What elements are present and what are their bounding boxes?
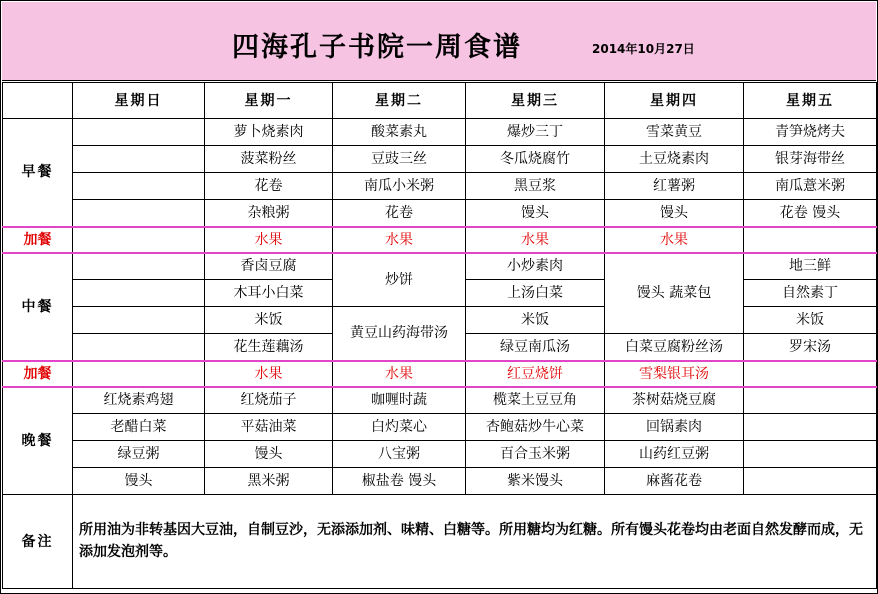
menu-cell: 菠菜粉丝	[205, 146, 333, 173]
menu-cell: 咖喱时蔬	[333, 387, 466, 414]
snack-cell: 雪梨银耳汤	[605, 361, 744, 387]
menu-cell: 自然素丁	[744, 280, 877, 307]
menu-cell: 南瓜小米粥	[333, 173, 466, 200]
menu-date: 2014年10月27日	[592, 42, 695, 56]
snack-cell: 水果	[333, 227, 466, 253]
menu-cell: 小炒素肉	[466, 253, 605, 280]
menu-cell	[744, 387, 877, 414]
menu-cell: 回锅素肉	[605, 414, 744, 441]
menu-cell: 杂粮粥	[205, 200, 333, 227]
menu-cell: 炒饼	[333, 253, 466, 307]
menu-cell: 白菜豆腐粉丝汤	[605, 334, 744, 361]
snack-cell: 水果	[205, 361, 333, 387]
page-title: 四海孔子书院一周食谱	[232, 32, 522, 63]
menu-cell: 土豆烧素肉	[605, 146, 744, 173]
lunch-label: 中餐	[3, 253, 73, 361]
menu-cell: 花卷	[333, 200, 466, 227]
menu-cell: 冬瓜烧腐竹	[466, 146, 605, 173]
menu-cell: 米饭	[205, 307, 333, 334]
menu-cell: 茶树菇烧豆腐	[605, 387, 744, 414]
menu-cell: 馒头 蔬菜包	[605, 253, 744, 334]
menu-cell: 黄豆山药海带汤	[333, 307, 466, 361]
snack-row-morning	[3, 227, 877, 253]
lunch-row	[3, 307, 877, 334]
notes-label: 备注	[3, 495, 73, 589]
menu-cell	[73, 334, 205, 361]
menu-cell	[73, 200, 205, 227]
dinner-label: 晚餐	[3, 387, 73, 495]
menu-cell: 豆豉三丝	[333, 146, 466, 173]
menu-cell: 花卷 馒头	[744, 200, 877, 227]
dinner-row	[3, 387, 877, 414]
day-tuesday: 星期二	[333, 83, 466, 119]
menu-cell: 青笋烧烤夫	[744, 119, 877, 146]
snack-cell: 红豆烧饼	[466, 361, 605, 387]
title-bar	[2, 2, 876, 81]
menu-cell	[73, 146, 205, 173]
snack-row-afternoon	[3, 361, 877, 387]
snack-cell	[744, 361, 877, 387]
menu-cell: 银芽海带丝	[744, 146, 877, 173]
menu-cell: 红薯粥	[605, 173, 744, 200]
day-wednesday: 星期三	[466, 83, 605, 119]
menu-cell: 馒头	[205, 441, 333, 468]
menu-cell: 馒头	[73, 468, 205, 495]
menu-cell: 黑米粥	[205, 468, 333, 495]
weekly-menu-table	[2, 82, 877, 589]
snack-cell: 水果	[333, 361, 466, 387]
menu-cell: 香卤豆腐	[205, 253, 333, 280]
menu-cell: 山药红豆粥	[605, 441, 744, 468]
menu-cell	[73, 307, 205, 334]
snack-cell: 水果	[605, 227, 744, 253]
snack-cell: 水果	[205, 227, 333, 253]
day-thursday: 星期四	[605, 83, 744, 119]
menu-cell: 雪菜黄豆	[605, 119, 744, 146]
menu-cell: 绿豆粥	[73, 441, 205, 468]
day-sunday: 星期日	[73, 83, 205, 119]
menu-cell: 绿豆南瓜汤	[466, 334, 605, 361]
menu-cell: 上汤白菜	[466, 280, 605, 307]
menu-cell: 榄菜土豆豆角	[466, 387, 605, 414]
menu-cell: 黑豆浆	[466, 173, 605, 200]
snack-label: 加餐	[3, 227, 73, 253]
dinner-row	[3, 441, 877, 468]
menu-cell: 馒头	[466, 200, 605, 227]
day-friday: 星期五	[744, 83, 877, 119]
menu-cell: 红烧素鸡翅	[73, 387, 205, 414]
snack-cell: 水果	[466, 227, 605, 253]
menu-cell	[73, 253, 205, 280]
menu-cell: 百合玉米粥	[466, 441, 605, 468]
menu-cell: 花卷	[205, 173, 333, 200]
notes-row	[3, 495, 877, 589]
menu-cell: 米饭	[744, 307, 877, 334]
menu-cell: 花生莲藕汤	[205, 334, 333, 361]
breakfast-row	[3, 146, 877, 173]
menu-cell: 红烧茄子	[205, 387, 333, 414]
menu-cell: 八宝粥	[333, 441, 466, 468]
menu-cell	[744, 468, 877, 495]
breakfast-label: 早餐	[3, 119, 73, 227]
snack-label: 加餐	[3, 361, 73, 387]
menu-cell: 老醋白菜	[73, 414, 205, 441]
menu-cell: 麻酱花卷	[605, 468, 744, 495]
dinner-row	[3, 468, 877, 495]
menu-cell	[73, 173, 205, 200]
menu-cell: 地三鲜	[744, 253, 877, 280]
day-monday: 星期一	[205, 83, 333, 119]
menu-cell	[744, 414, 877, 441]
snack-cell	[73, 227, 205, 253]
menu-cell	[73, 119, 205, 146]
menu-cell: 白灼菜心	[333, 414, 466, 441]
menu-cell: 木耳小白菜	[205, 280, 333, 307]
menu-cell: 罗宋汤	[744, 334, 877, 361]
menu-cell: 米饭	[466, 307, 605, 334]
breakfast-row	[3, 119, 877, 146]
menu-cell: 平菇油菜	[205, 414, 333, 441]
dinner-row	[3, 414, 877, 441]
lunch-row	[3, 253, 877, 280]
menu-cell: 馒头	[605, 200, 744, 227]
menu-cell: 酸菜素丸	[333, 119, 466, 146]
menu-cell	[744, 441, 877, 468]
menu-cell: 椒盐卷 馒头	[333, 468, 466, 495]
menu-cell	[73, 280, 205, 307]
menu-cell: 杏鲍菇炒牛心菜	[466, 414, 605, 441]
corner-cell	[3, 83, 73, 119]
menu-cell: 萝卜烧素肉	[205, 119, 333, 146]
day-header-row	[3, 83, 877, 119]
breakfast-row	[3, 173, 877, 200]
menu-cell: 南瓜薏米粥	[744, 173, 877, 200]
breakfast-row	[3, 200, 877, 227]
menu-cell: 紫米馒头	[466, 468, 605, 495]
notes-text: 所用油为非转基因大豆油，自制豆沙，无添添加剂、味精、白糖等。所用糖均为红糖。所有馒头花卷均由老面自然发酵而成，无添加发泡剂等。	[73, 495, 877, 589]
snack-cell	[744, 227, 877, 253]
menu-cell: 爆炒三丁	[466, 119, 605, 146]
snack-cell	[73, 361, 205, 387]
